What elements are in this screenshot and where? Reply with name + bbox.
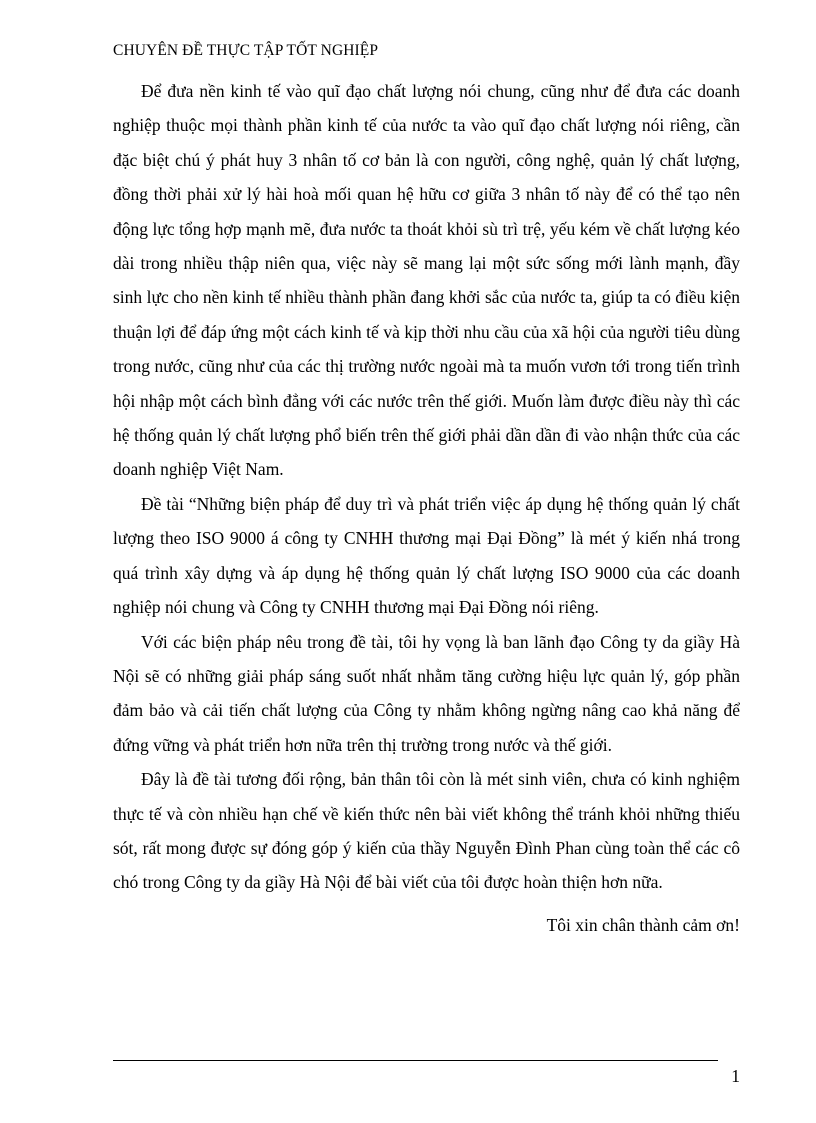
paragraph-topic: Đề tài “Những biện pháp để duy trì và phát triển việc áp dụng hệ thống quản lý chất lượng theo ISO 9000 á công ty CNHH thương mại Đại Đồng” là mét ý kiến nhá trong quá trình xây dựng và áp dụng hệ thống quản lý chất lượng ISO 9000 của các doanh nghiệp nói chung và Công ty CNHH thương mại Đại Đồng nói riêng.: [113, 493, 740, 618]
paragraph-introduction: Để đưa nền kinh tế vào quĩ đạo chất lượng nói chung, cũng như để đưa các doanh nghiệp thuộc mọi thành phần kinh tế của nước ta vào quĩ đạo chất lượng nói riêng, cần đặc biệt chú ý phát huy 3 nhân tố cơ bản là con người, công nghệ, quản lý chất lượng, đồng thời phải xử lý hài hoà mối quan hệ hữu cơ giữa 3 nhân tố này để có thể tạo nên động lực tổng hợp mạnh mẽ, đưa nước ta thoát khỏi sù trì trệ, yếu kém về chất lượng kéo dài trong nhiều thập niên qua, việc này sẽ mang lại một sức sống mới lành mạnh, đầy sinh lực cho nền kinh tế nhiều thành phần đang khởi sắc của nước ta, giúp ta có điều kiện thuận lợi để đáp ứng một cách kinh tế và kịp thời nhu cầu của xã hội của người tiêu dùng trong nước, cũng như của các thị trường nước ngoài mà ta muốn vươn tới trong tiến trình hội nhập một cách bình đẳng với các nước trên thế giới. Muốn làm được điều này thì các hệ thống quản lý chất lượng phổ biến trên thế giới phải dần dần đi vào nhận thức của các doanh nghiệp Việt Nam.: [113, 81, 740, 480]
paragraph-acknowledgement: Đây là đề tài tương đối rộng, bản thân tôi còn là mét sinh viên, chưa có kinh nghiệm thực tế và còn nhiều hạn chế về kiến thức nên bài viết không thể tránh khỏi những thiếu sót, rất mong được sự đóng góp ý kiến của thầy Nguyễn Đình Phan cùng toàn thể các cô chó trong Công ty da giầy Hà Nội để bài viết của tôi được hoàn thiện hơn nữa.: [113, 769, 740, 893]
closing-thanks: Tôi xin chân thành cảm ơn!: [546, 914, 740, 935]
running-header: CHUYÊN ĐỀ THỰC TẬP TỐT NGHIỆP: [113, 42, 379, 59]
page-number: 1: [731, 1066, 740, 1086]
document-body: [113, 74, 740, 942]
footer-divider: [113, 1060, 718, 1061]
paragraph-measures: Với các biện pháp nêu trong đề tài, tôi hy vọng là ban lãnh đạo Công ty da giầy Hà Nội sẽ có những giải pháp sáng suốt nhất nhằm tăng cường hiệu lực quản lý, góp phần đảm bảo và cải tiến chất lượng của Công ty nhằm không ngừng nâng cao khả năng để đứng vững và phát triển hơn nữa trên thị trường trong nước và thế giới.: [113, 631, 740, 755]
